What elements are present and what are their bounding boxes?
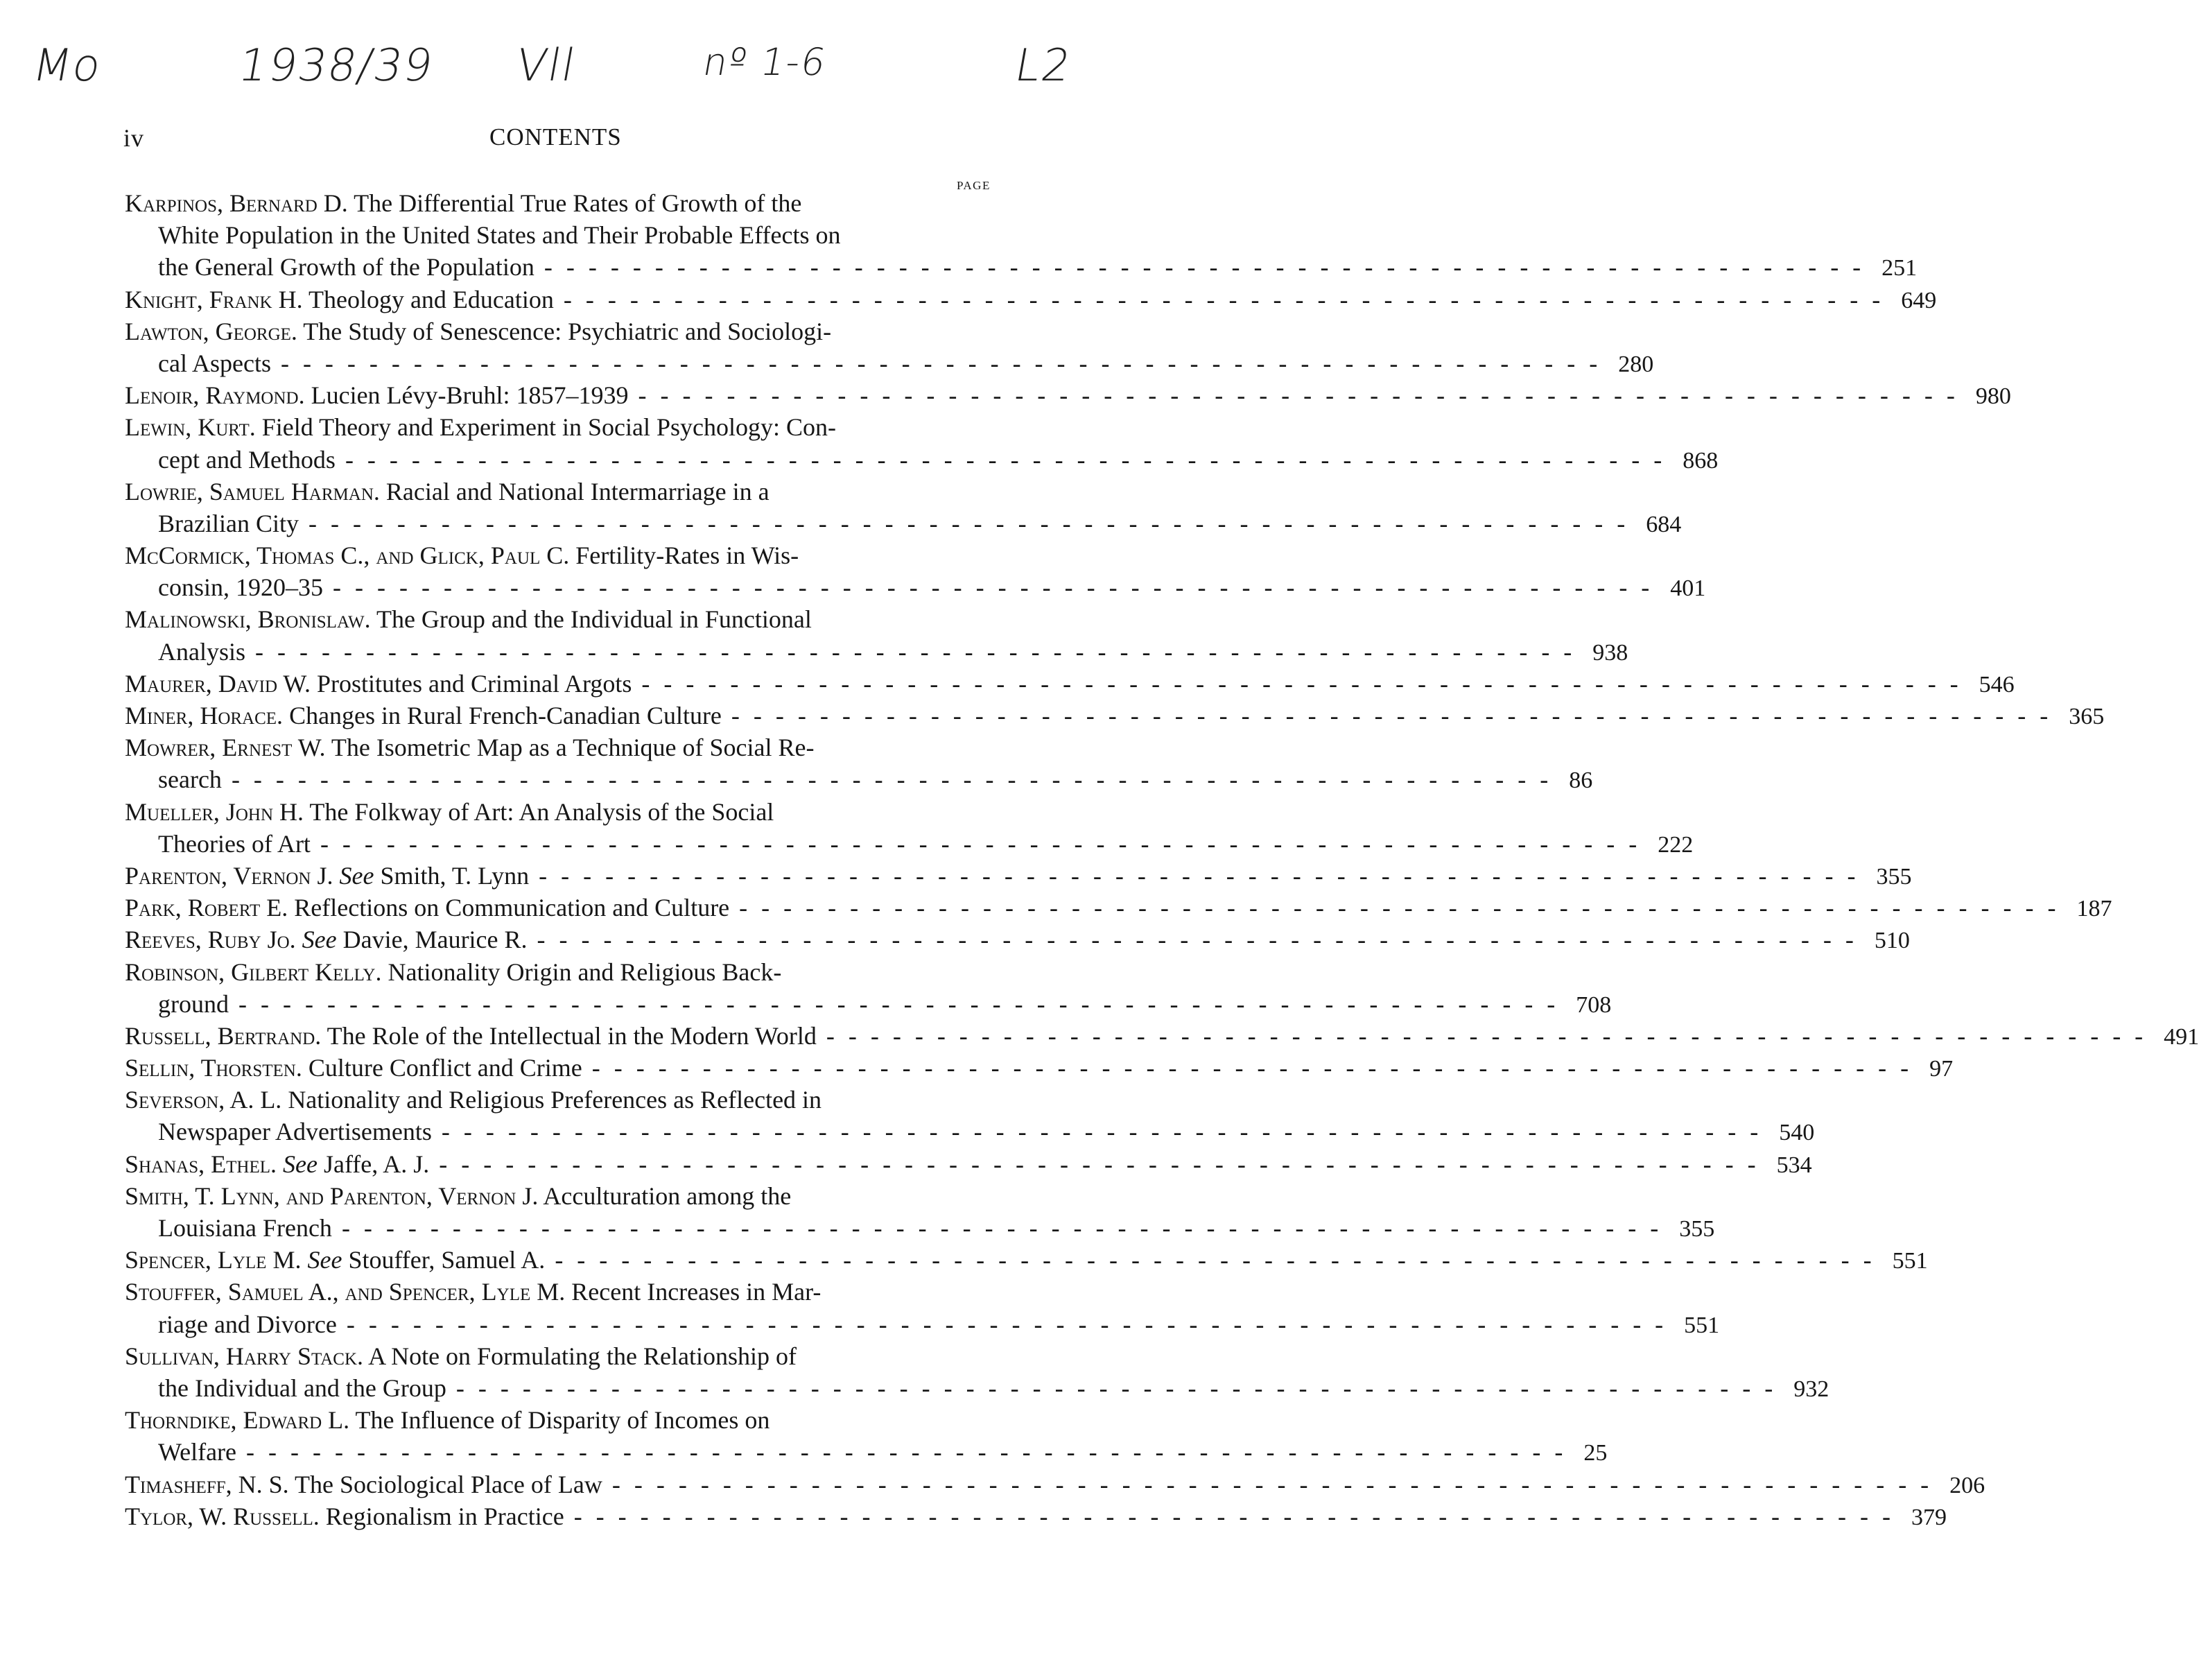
entry-author: Smith, T. Lynn, and Parenton, Vernon J.: [125, 1181, 539, 1210]
entry-title-continued: cal Aspects: [158, 349, 271, 377]
entry-title: The Group and the Individual in Functional: [376, 605, 812, 634]
dot-leader: ------------------------------------------------------------: [539, 861, 1870, 890]
toc-entry: [125, 539, 995, 571]
entry-title: Nationality and Religious Preferences as Reflected in: [288, 1086, 822, 1114]
entry-author: Timasheff, N. S.: [125, 1470, 289, 1498]
dot-leader: ------------------------------------------------------------: [231, 765, 1563, 794]
handwritten-note: Vll: [512, 40, 580, 92]
entry-page: 546: [1979, 671, 2015, 698]
entry-title-continued: ground: [158, 989, 229, 1018]
entry-title-continued: Analysis: [158, 637, 245, 666]
entry-author: Stouffer, Samuel A., and Spencer, Lyle M.: [125, 1278, 566, 1306]
toc-entry-continuation: [125, 444, 1719, 476]
handwritten-note: nº 1-6: [699, 40, 831, 84]
entry-page: 401: [1670, 575, 1706, 602]
toc-entry: [125, 1052, 1954, 1084]
entry-page: 932: [1793, 1376, 1829, 1402]
entry-page: 187: [2076, 896, 2112, 922]
entry-author: Karpinos, Bernard D.: [125, 189, 348, 217]
toc-entry: [125, 956, 995, 988]
toc-entry-continuation: [125, 251, 1918, 283]
entry-author: Sellin, Thorsten.: [125, 1054, 302, 1082]
entry-page: 280: [1618, 351, 1654, 377]
handwritten-note: Mo: [28, 40, 106, 92]
toc-entry: [125, 187, 995, 219]
dot-leader: ------------------------------------------------------------: [333, 573, 1664, 602]
entry-title-continued: White Population in the United States and Their Probable Effects on: [158, 221, 841, 250]
see-reference: See: [302, 926, 337, 954]
entry-author: Lewin, Kurt.: [125, 413, 256, 442]
handwritten-note: 1938/39: [234, 40, 438, 92]
toc-entry: [125, 379, 2011, 411]
entry-title-continued: Brazilian City: [158, 509, 299, 537]
entry-title: The Study of Senescence: Psychiatric and Sociologi-: [303, 317, 832, 345]
dot-leader: ------------------------------------------------------------: [346, 1310, 1678, 1338]
entry-title: Stouffer, Samuel A.: [348, 1246, 546, 1274]
toc-entry: [125, 924, 1910, 955]
toc-entry-continuation: [125, 636, 1628, 668]
entry-author: Thorndike, Edward L.: [125, 1406, 350, 1435]
entry-author: Severson, A. L.: [125, 1086, 282, 1114]
entry-title: A Note on Formulating the Relationship of: [368, 1342, 797, 1370]
entry-author: Park, Robert E.: [125, 894, 288, 922]
toc-entry: [125, 668, 2015, 700]
entry-author: Reeves, Ruby Jo.: [125, 926, 296, 954]
entry-page: 938: [1592, 639, 1628, 666]
toc-entry: [125, 284, 1937, 315]
entry-page: 510: [1874, 928, 1910, 954]
toc-entry: [125, 1148, 1812, 1180]
toc-entry: [125, 1020, 2199, 1052]
entry-page: 980: [1975, 383, 2011, 410]
dot-leader: ------------------------------------------------------------: [255, 637, 1586, 666]
entry-page: 97: [1929, 1056, 1954, 1082]
entry-title: Regionalism in Practice: [325, 1502, 564, 1530]
entry-page: 251: [1881, 255, 1918, 282]
entry-title-continued: Newspaper Advertisements: [158, 1118, 432, 1146]
dot-leader: ------------------------------------------------------------: [238, 989, 1570, 1018]
see-reference: See: [283, 1150, 318, 1178]
entry-page: 25: [1583, 1440, 1608, 1466]
entry-page: 206: [1949, 1472, 1985, 1498]
dot-leader: ------------------------------------------------------------: [563, 285, 1895, 313]
entry-author: Tylor, W. Russell.: [125, 1502, 320, 1530]
dot-leader: ------------------------------------------------------------: [739, 894, 2070, 922]
entry-title: Nationality Origin and Religious Back-: [388, 958, 782, 986]
entry-title-continued: the General Growth of the Population: [158, 253, 534, 282]
entry-author: Sullivan, Harry Stack.: [125, 1342, 364, 1370]
toc-entry: [125, 476, 995, 508]
entry-title: The Influence of Disparity of Incomes on: [355, 1406, 770, 1435]
entry-page: 86: [1569, 768, 1593, 794]
entry-title: Davie, Maurice R.: [342, 926, 528, 954]
dot-leader: ------------------------------------------------------------: [246, 1438, 1577, 1466]
toc-entry: [125, 731, 995, 763]
entry-page: 491: [2164, 1023, 2199, 1050]
toc-entry: [125, 1276, 995, 1308]
entry-title-continued: consin, 1920–35: [158, 573, 323, 602]
entry-title: Fertility-Rates in Wis-: [575, 542, 799, 570]
toc-entry: [125, 1244, 1928, 1276]
entry-page: 868: [1683, 447, 1719, 474]
entry-author: Parenton, Vernon J.: [125, 861, 333, 890]
entry-page: 355: [1876, 863, 1912, 890]
page-column-label: PAGE: [957, 179, 991, 192]
toc-entry-continuation: [125, 1212, 1715, 1244]
entry-author: Mueller, John H.: [125, 797, 304, 826]
toc-entry-continuation: [125, 347, 1654, 379]
dot-leader: ------------------------------------------------------------: [641, 669, 1972, 698]
toc-entry-continuation: [125, 1436, 1608, 1468]
dot-leader: ------------------------------------------------------------: [544, 253, 1875, 282]
entry-title: Smith, T. Lynn: [380, 861, 530, 890]
entry-page: 551: [1892, 1248, 1928, 1274]
dot-leader: ------------------------------------------------------------: [320, 829, 1651, 858]
entry-page: 684: [1646, 511, 1682, 537]
dot-leader: ------------------------------------------------------------: [308, 509, 1640, 537]
entry-title: Changes in Rural French-Canadian Culture: [289, 702, 722, 729]
page-number: iv: [123, 124, 145, 152]
toc-entry-continuation: [125, 219, 995, 251]
entry-title: The Role of the Intellectual in the Modern World: [327, 1021, 817, 1050]
entry-author: Knight, Frank H.: [125, 285, 303, 313]
contents-list: [125, 187, 2199, 1532]
entry-title: Culture Conflict and Crime: [308, 1054, 582, 1082]
toc-entry-continuation: [125, 1308, 1720, 1340]
handwritten-note: L2: [1011, 40, 1076, 92]
dot-leader: ------------------------------------------------------------: [591, 1054, 1923, 1082]
see-reference: See: [307, 1246, 342, 1274]
dot-leader: ------------------------------------------------------------: [731, 702, 2062, 729]
toc-entry: [125, 1084, 995, 1116]
entry-title: Field Theory and Experiment in Social Psychology: Con-: [261, 413, 836, 442]
entry-title: Racial and National Intermarriage in a: [385, 477, 770, 505]
entry-page: 649: [1901, 287, 1937, 313]
entry-page: 379: [1911, 1504, 1947, 1530]
entry-title: The Sociological Place of Law: [295, 1470, 602, 1498]
running-head: CONTENTS: [489, 123, 622, 150]
entry-title: The Differential True Rates of Growth of the: [354, 189, 802, 217]
toc-entry-continuation: [125, 1372, 1829, 1404]
toc-entry-continuation: [125, 508, 1682, 539]
entry-page: 708: [1576, 991, 1612, 1018]
entry-page: 534: [1776, 1152, 1812, 1178]
entry-author: Mowrer, Ernest W.: [125, 734, 326, 762]
entry-author: Spencer, Lyle M.: [125, 1246, 302, 1274]
dot-leader: ------------------------------------------------------------: [611, 1470, 1943, 1498]
toc-entry-continuation: [125, 828, 1694, 860]
dot-leader: ------------------------------------------------------------: [341, 1214, 1673, 1242]
entry-page: 355: [1679, 1216, 1715, 1242]
dot-leader: ------------------------------------------------------------: [555, 1246, 1886, 1274]
toc-entry-continuation: [125, 1116, 1815, 1148]
dot-leader: ------------------------------------------------------------: [537, 926, 1868, 954]
dot-leader: ------------------------------------------------------------: [441, 1118, 1773, 1146]
entry-author: Lenoir, Raymond.: [125, 381, 305, 410]
entry-title: Reflections on Communication and Culture: [294, 894, 730, 922]
dot-leader: ------------------------------------------------------------: [455, 1374, 1787, 1402]
toc-entry: [125, 1340, 995, 1372]
dot-leader: ------------------------------------------------------------: [573, 1502, 1904, 1530]
toc-entry: [125, 892, 2112, 924]
entry-title: Jaffe, A. J.: [323, 1150, 430, 1178]
entry-title: Theology and Education: [308, 285, 554, 313]
toc-entry: [125, 1180, 995, 1212]
entry-title: Lucien Lévy-Bruhl: 1857–1939: [311, 381, 629, 410]
entry-author: McCormick, Thomas C., and Glick, Paul C.: [125, 542, 570, 570]
toc-entry: [125, 603, 995, 635]
entry-author: Shanas, Ethel.: [125, 1150, 277, 1178]
entry-title: Recent Increases in Mar-: [571, 1278, 822, 1306]
entry-author: Maurer, David W.: [125, 669, 311, 698]
entry-title-continued: Louisiana French: [158, 1214, 332, 1242]
entry-title: The Isometric Map as a Technique of Social Re-: [331, 734, 815, 762]
entry-title-continued: riage and Divorce: [158, 1310, 337, 1338]
toc-entry-continuation: [125, 571, 1706, 603]
entry-author: Miner, Horace.: [125, 702, 284, 729]
toc-entry-continuation: [125, 988, 1612, 1020]
toc-entry: [125, 1500, 1947, 1532]
dot-leader: ------------------------------------------------------------: [826, 1021, 2157, 1050]
entry-title-continued: the Individual and the Group: [158, 1374, 446, 1402]
entry-author: Russell, Bertrand.: [125, 1021, 322, 1050]
toc-entry: [125, 1404, 995, 1436]
toc-entry-continuation: [125, 763, 1593, 795]
toc-entry: [125, 796, 995, 828]
dot-leader: ------------------------------------------------------------: [280, 349, 1612, 377]
toc-entry: [125, 411, 995, 443]
entry-title-continued: cept and Methods: [158, 445, 336, 474]
dot-leader: ------------------------------------------------------------: [638, 381, 1969, 410]
entry-title: Acculturation among the: [543, 1181, 792, 1210]
toc-entry: [125, 860, 1912, 892]
entry-title-continued: Theories of Art: [158, 829, 311, 858]
entry-title-continued: search: [158, 765, 222, 794]
toc-entry: [125, 700, 2105, 731]
entry-author: Lawton, George.: [125, 317, 297, 345]
toc-entry: [125, 1469, 1985, 1500]
entry-author: Malinowski, Bronislaw.: [125, 605, 371, 634]
entry-title-continued: Welfare: [158, 1438, 237, 1466]
see-reference: See: [339, 861, 374, 890]
entry-page: 222: [1658, 831, 1694, 858]
entry-title: Prostitutes and Criminal Argots: [317, 669, 632, 698]
entry-page: 540: [1779, 1120, 1815, 1146]
entry-author: Robinson, Gilbert Kelly.: [125, 958, 382, 986]
entry-title: The Folkway of Art: An Analysis of the Social: [309, 797, 774, 826]
dot-leader: ------------------------------------------------------------: [345, 445, 1676, 474]
dot-leader: ------------------------------------------------------------: [439, 1150, 1770, 1178]
toc-entry: [125, 315, 995, 347]
entry-page: 551: [1684, 1312, 1720, 1338]
entry-page: 365: [2069, 704, 2105, 729]
entry-author: Lowrie, Samuel Harman.: [125, 477, 380, 505]
